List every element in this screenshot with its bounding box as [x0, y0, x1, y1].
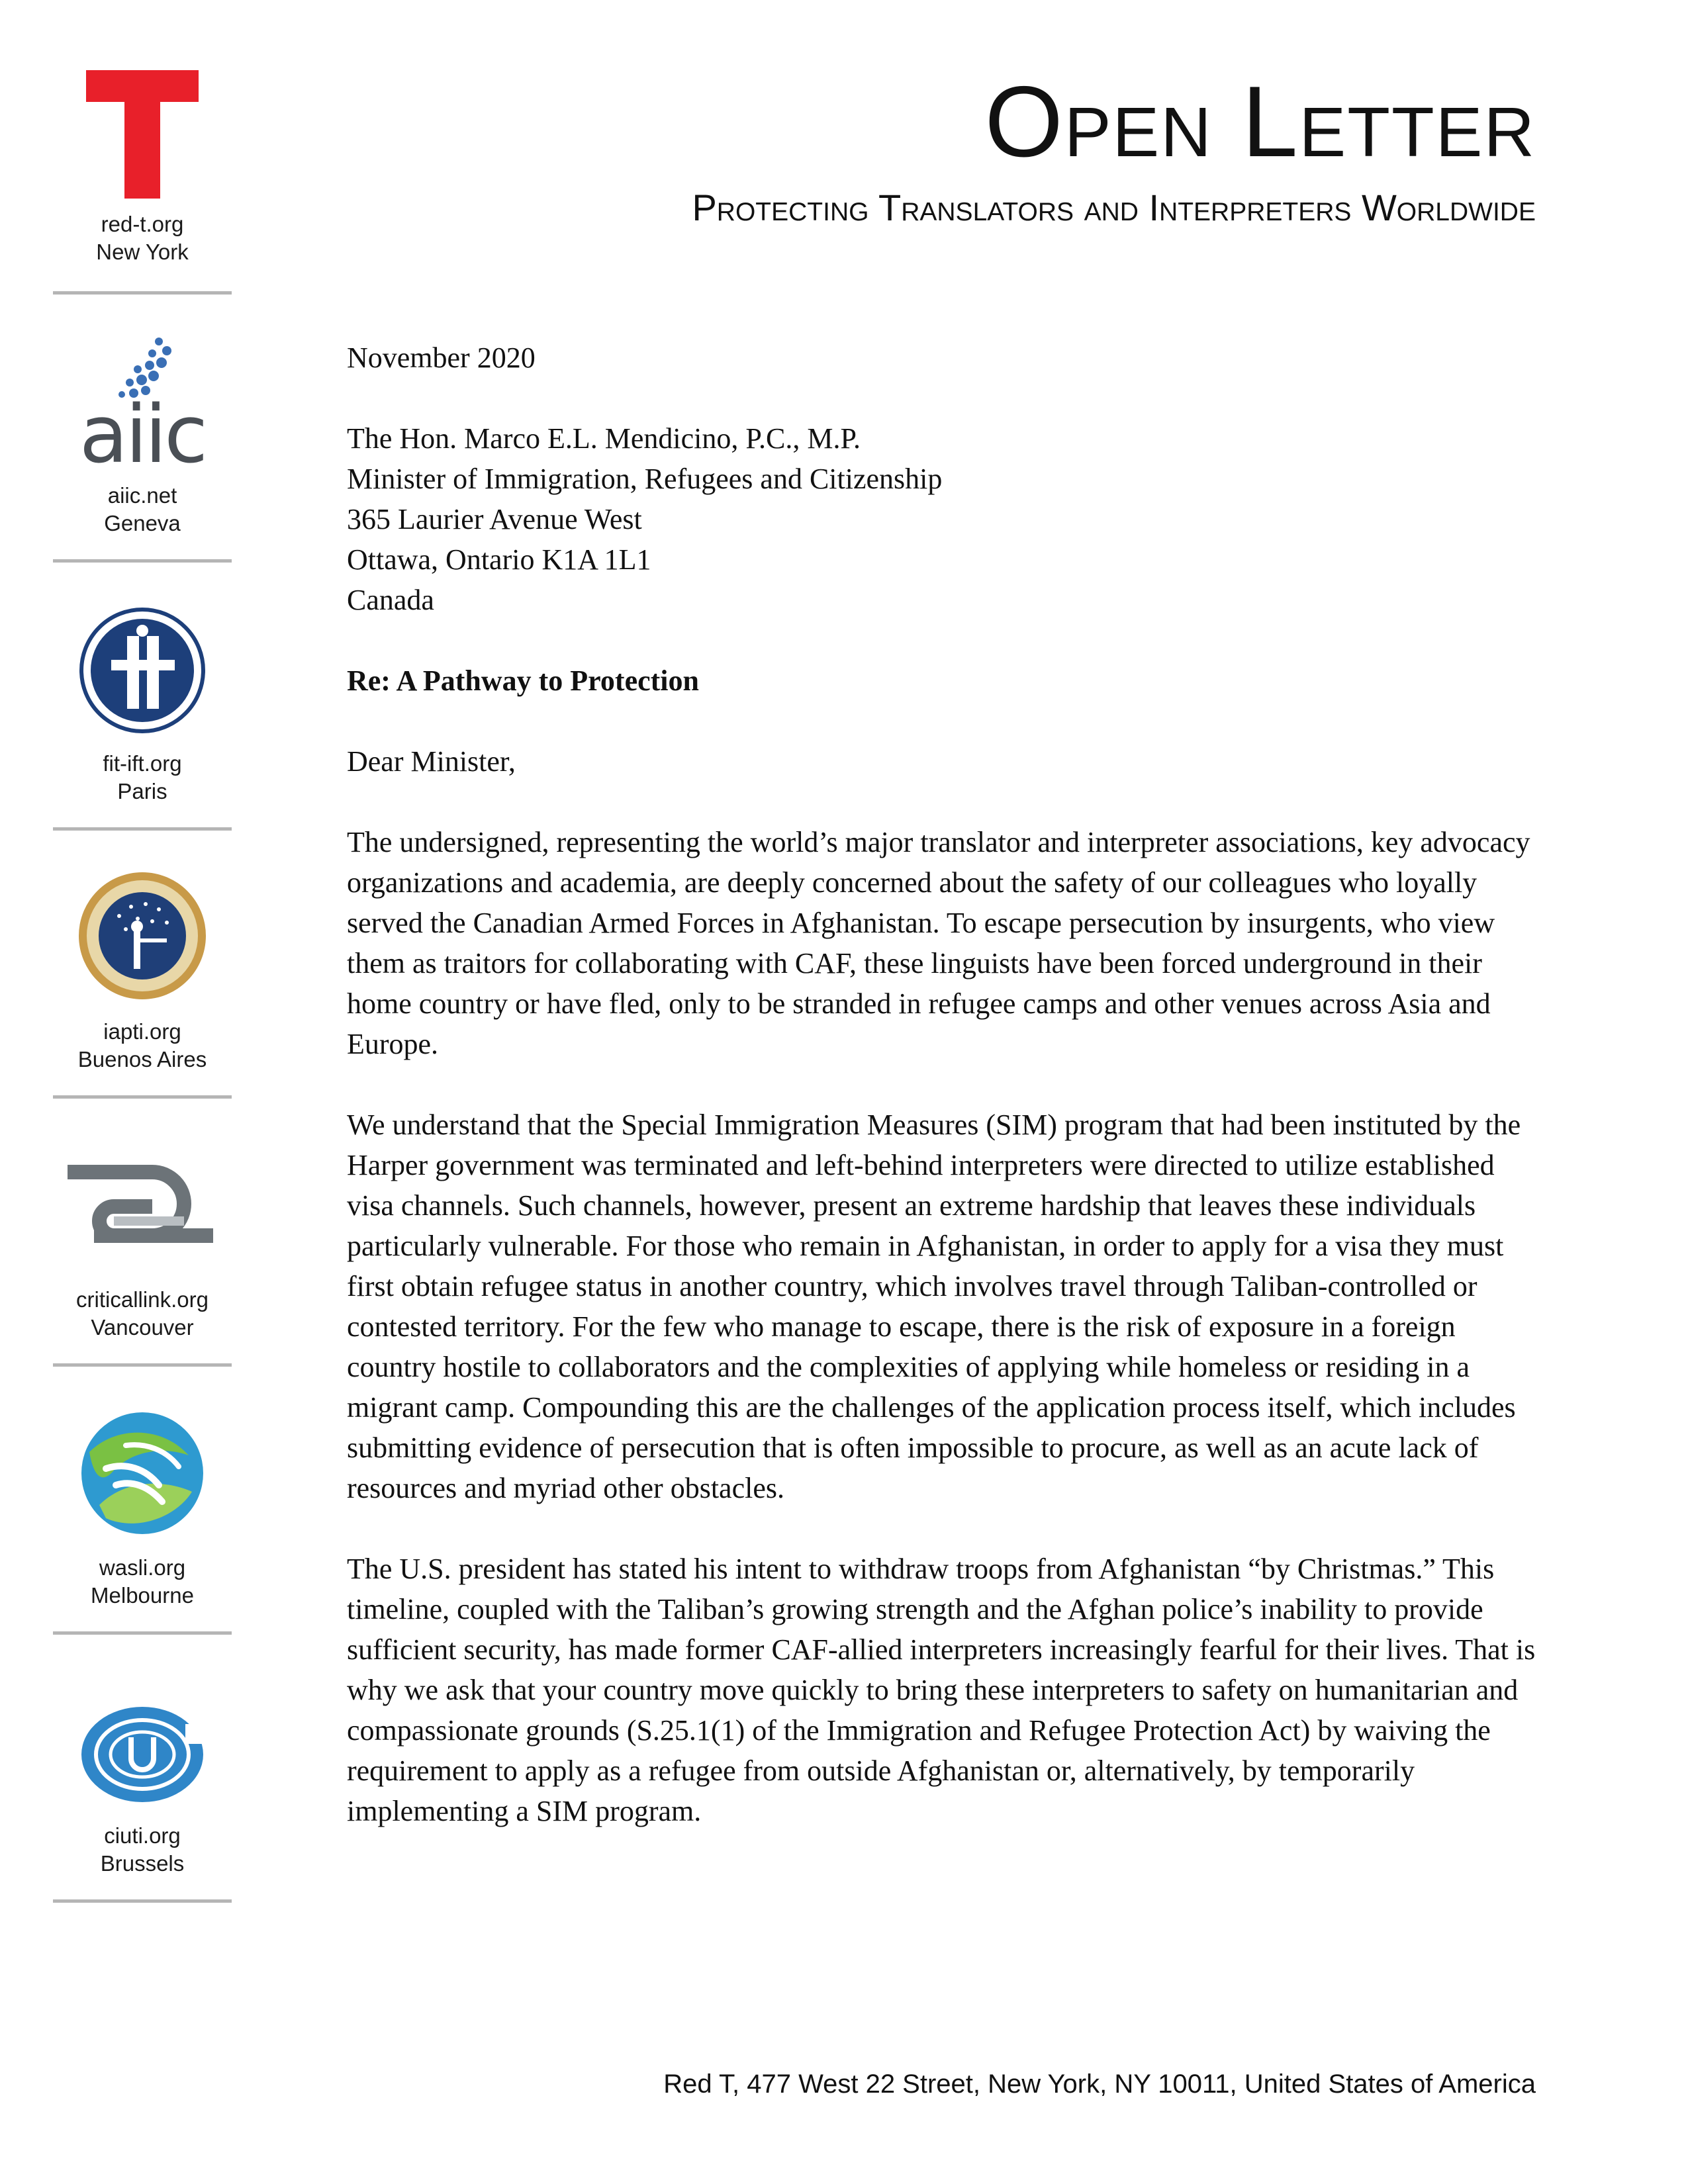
recipient-line: The Hon. Marco E.L. Mendicino, P.C., M.P.: [347, 422, 861, 455]
org-city: Melbourne: [91, 1583, 194, 1608]
letter-body: [347, 338, 1538, 1872]
recipient-line: 365 Laurier Avenue West: [347, 503, 642, 535]
divider: [53, 1631, 232, 1635]
divider: [53, 1363, 232, 1367]
org-city: Brussels: [100, 1851, 185, 1876]
letter-subject: Re: A Pathway to Protection: [347, 664, 699, 697]
org-city: Buenos Aires: [77, 1047, 207, 1071]
org-site: ciuti.org: [104, 1823, 181, 1848]
page-title: [984, 66, 1536, 178]
org-fit: [53, 599, 232, 864]
letter-paragraph: The undersigned, representing the world’s major translator and interpreter associations, key advocacy organizations and academia, are deeply concerned about the safety of our colleagues who loyally served the Canadian Armed Forces in Afghanistan. To escape persecution by insurgents, who view them as traitors for collaborating with CAF, these linguists have been forced underground in their home country or have fled, only to be stranded in refugee camps and other venues across Asia and Europe.: [347, 826, 1530, 1060]
org-site: iapti.org: [103, 1019, 181, 1044]
org-city: Geneva: [104, 511, 181, 535]
org-site: wasli.org: [99, 1555, 186, 1580]
sidebar: [53, 66, 232, 1919]
red-t-logo: [53, 70, 232, 222]
svg-text:aiic: aiic: [79, 389, 206, 481]
org-site: aiic.net: [107, 483, 177, 508]
org-critical-link: [53, 1135, 232, 1400]
divider: [53, 1899, 232, 1903]
recipient-line: Minister of Immigration, Refugees and Citizenship: [347, 463, 943, 495]
aiic-logo: [53, 331, 232, 483]
org-site: red-t.org: [101, 212, 184, 236]
iapti-seal: [53, 870, 232, 1022]
org-aiic: [53, 331, 232, 596]
letter-paragraph: The U.S. president has stated his intent to withdraw troops from Afghanistan “by Christmas.” This timeline, coupled with the Taliban’s growing strength and the Afghan police’s inability to provide sufficient security, has made former CAF-allied interpreters increasingly fearful for their lives. That is why we ask that your country move quickly to bring these interpreters to safety on humanitarian and compassionate grounds (S.25.1(1) of the Immigration and Refugee Protection Act) by waiving the requirement to apply as a refugee from outside Afghanistan or, alternatively, by temporarily implementing a SIM program.: [347, 1553, 1536, 1827]
page-subtitle: [692, 189, 1536, 226]
recipient-line: Canada: [347, 584, 434, 616]
fit-logo: [53, 604, 232, 756]
org-city: Paris: [117, 779, 167, 803]
recipient-line: Ottawa, Ontario K1A 1L1: [347, 543, 651, 576]
divider: [53, 291, 232, 295]
title-text: Open Letter: [984, 66, 1536, 178]
org-site: criticallink.org: [76, 1287, 209, 1312]
subtitle-text: Protecting Translators and Interpreters Worldwide: [692, 187, 1536, 228]
divider: [53, 559, 232, 563]
org-site: fit-ift.org: [103, 751, 182, 776]
org-ciuti: [53, 1671, 232, 1936]
org-iapti: [53, 867, 232, 1132]
org-city: New York: [96, 240, 189, 264]
org-city: Vancouver: [91, 1315, 194, 1340]
wasli-logo: [53, 1406, 232, 1558]
letter-paragraph: We understand that the Special Immigration Measures (SIM) program that had been instituted by the Harper government was terminated and left-behind interpreters were directed to utilize established visa channels. Such channels, however, present an extreme hardship that leaves these individuals particularly vulnerable. For those who remain in Afghanistan, in order to apply for a visa they must first obtain refugee status in another country, which involves travel through Taliban-controlled or contested territory. For the few who manage to escape, there is the risk of exposure in a foreign country hostile to collaborators and the complexities of applying while homeless or residing in a migrant camp. Compounding this are the challenges of the application process itself, which includes submitting evidence of persecution that is often impossible to procure, as well as an acute lack of resources and myriad other obstacles.: [347, 1109, 1521, 1504]
letter-date: November 2020: [347, 341, 536, 374]
divider: [53, 1095, 232, 1099]
footer-address: Red T, 477 West 22 Street, New York, NY 10011, United States of America: [663, 2070, 1536, 2099]
recipient-address: [347, 418, 1538, 620]
org-wasli: [53, 1403, 232, 1668]
divider: [53, 827, 232, 831]
org-red-t: [53, 66, 232, 331]
letter-salutation: Dear Minister,: [347, 745, 516, 778]
